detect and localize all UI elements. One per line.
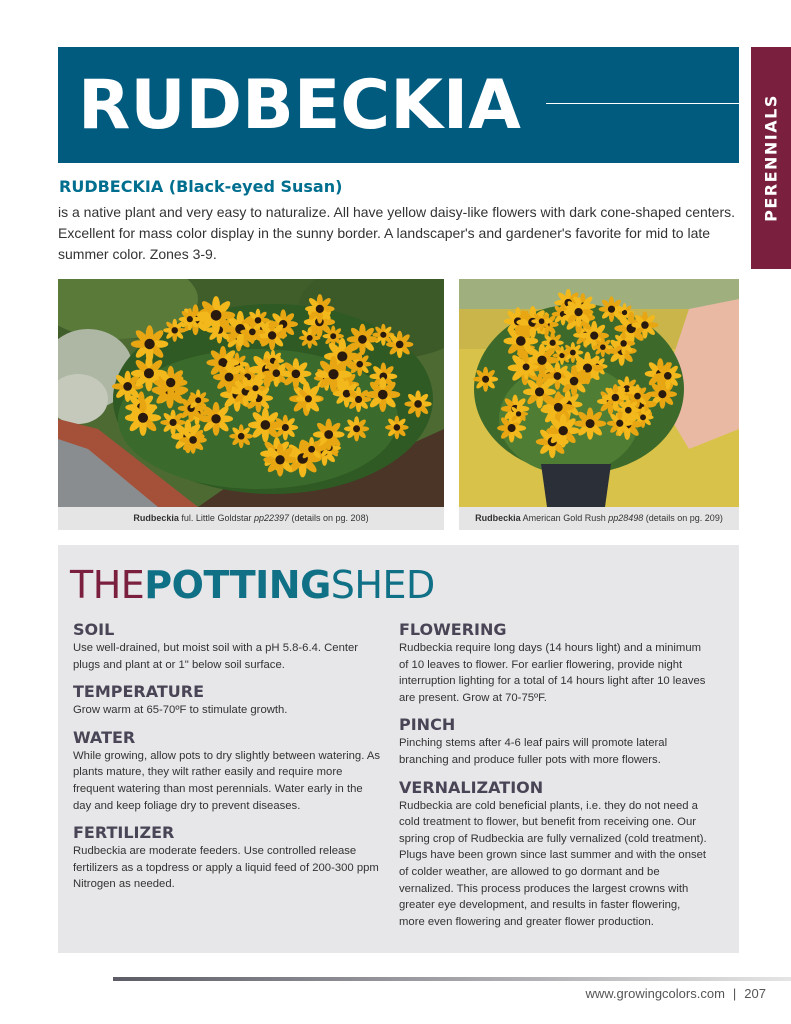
shed-title-shed: SHED [330, 563, 435, 607]
shed-title-potting: POTTING [144, 563, 331, 607]
flower-blossom [344, 416, 369, 441]
section-body: Grow warm at 65-70ºF to stimulate growth. [73, 704, 288, 717]
photo-caption-1 [58, 507, 444, 530]
flower-blossom [244, 377, 266, 399]
section-heading: WATER [73, 727, 136, 747]
section-heading: VERNALIZATION [399, 777, 544, 797]
potting-shed-panel [58, 545, 739, 953]
section-tab-label: PERENNIALS [761, 94, 781, 222]
flower-blossom [599, 296, 625, 322]
section-flowering [399, 620, 709, 706]
photo-little-goldstar [58, 279, 444, 507]
title-banner [58, 47, 739, 163]
flower-blossom [257, 320, 287, 350]
flower-blossom [562, 342, 583, 363]
flower-blossom [154, 366, 188, 400]
flower-blossom [179, 426, 206, 453]
section-vernalization [399, 778, 709, 931]
flower-blossom [654, 362, 681, 389]
flower-blossom [612, 332, 635, 355]
flower-blossom [263, 443, 296, 476]
footer-divider [113, 977, 791, 981]
flower-blossom [163, 319, 186, 342]
section-heading: TEMPERATURE [73, 682, 205, 702]
flower-blossom [315, 356, 352, 393]
title-divider [546, 103, 739, 104]
flower-blossom [229, 424, 253, 448]
flower-blossom [179, 308, 201, 330]
section-soil [73, 620, 383, 673]
flower-blossom [514, 354, 539, 379]
caption-1-variety: ful. Little Goldstar [178, 513, 254, 523]
flower-blossom [386, 331, 413, 358]
section-heading: PINCH [399, 715, 456, 735]
website-link[interactable]: www.growingcolors.com [585, 986, 725, 1001]
section-body: Rudbeckia are cold beneficial plants, i.e. they do not need a cold treatment to flower, but benefit from receiving one. Our spring crop of Rudbeckia are fully vernalized (cold treatment). Plugs have been grown since last summer and with the onset of colder weather, are allowed to go dormant and be vernalized. This process produces the largest crowns with greater eye development, and results in faster flowering, more even flowering and greater flower production. [399, 799, 707, 928]
caption-1-patent: pp22397 [253, 513, 290, 523]
flower-blossom [473, 367, 498, 392]
flower-blossom [531, 311, 552, 332]
flower-blossom [125, 400, 161, 436]
section-heading: SOIL [73, 620, 115, 639]
flower-blossom [607, 410, 633, 436]
flower-blossom [574, 408, 606, 440]
flower-blossom [197, 296, 235, 334]
caption-2-variety: American Gold Rush [520, 513, 609, 523]
flower-blossom [559, 366, 590, 397]
section-body: While growing, allow pots to dry slightly between watering. As plants mature, they wilt rather easily and require more frequent watering than most perennials. Water early in the day and keep foliage dry to prevent diseases. [73, 749, 381, 812]
flower-blossom [385, 416, 409, 440]
photo-caption-2 [459, 507, 739, 530]
flower-blossom [299, 437, 323, 461]
flower-blossom [564, 297, 594, 327]
section-fertilizer [73, 823, 383, 893]
flower-blossom [593, 337, 613, 357]
flower-blossom [523, 375, 556, 408]
section-tab [751, 47, 791, 269]
flower-blossom [299, 327, 320, 348]
section-body: Pinching stems after 4-6 leaf pairs will promote lateral branching and produce fuller pots with more flowers. [399, 737, 668, 766]
shed-left-column [73, 620, 383, 902]
shed-right-column [399, 620, 709, 939]
section-heading: FLOWERING [399, 620, 507, 639]
flower-blossom [187, 389, 209, 411]
section-temperature [73, 682, 383, 719]
intro-heading: RUDBECKIA (Black-eyed Susan) [59, 177, 343, 196]
flower-blossom [365, 377, 400, 412]
section-body: Use well-drained, but moist soil with a pH 5.8-6.4. Center plugs and plant at or 1" below soil surface. [73, 642, 359, 671]
caption-1-genus: Rudbeckia [133, 513, 179, 523]
flower-blossom [248, 408, 283, 443]
flower-blossom [280, 358, 311, 389]
page-title: RUDBECKIA [78, 66, 521, 145]
potting-shed-title [70, 563, 435, 607]
section-body: Rudbeckia require long days (14 hours light) and a minimum of 10 leaves to flower. For earlier flowering, provide night interruption lighting for a total of 14 hours light after 10 leaves are present. Grow at 70-75ºF. [399, 642, 706, 704]
caption-2-genus: Rudbeckia [475, 513, 521, 523]
section-water [73, 728, 383, 814]
page-footer [585, 986, 766, 1001]
flower-blossom [296, 386, 321, 411]
flower-blossom [546, 414, 580, 448]
flower-blossom [240, 320, 264, 344]
section-pinch [399, 715, 709, 768]
flower-blossom [509, 404, 528, 423]
shed-title-the: THE [70, 563, 145, 607]
flower-blossom [404, 390, 431, 417]
flower-blossom [346, 387, 371, 412]
intro-body: is a native plant and very easy to naturalize. All have yellow daisy-like flowers with dark cone-shaped centers. Excellent for mass color display in the sunny border. A landscaper's and gardener's favorite for mid to late summer color. Zones 3-9. [58, 204, 736, 262]
flower-blossom [305, 294, 334, 323]
section-heading: FERTILIZER [73, 823, 175, 843]
photo-american-gold-rush [459, 279, 739, 507]
caption-2-patent: pp28498 [608, 513, 644, 523]
section-body: Rudbeckia are moderate feeders. Use controlled release fertilizers as a topdress or apply a liquid feed of 200-300 ppm Nitrogen as needed. [73, 845, 379, 891]
caption-1-details: (details on pg. 208) [289, 513, 369, 523]
flower-blossom [131, 325, 168, 362]
footer-separator: | [732, 986, 737, 1001]
caption-2-details: (details on pg. 209) [643, 513, 723, 523]
page-number: 207 [744, 986, 766, 1001]
flower-blossom [631, 311, 658, 338]
